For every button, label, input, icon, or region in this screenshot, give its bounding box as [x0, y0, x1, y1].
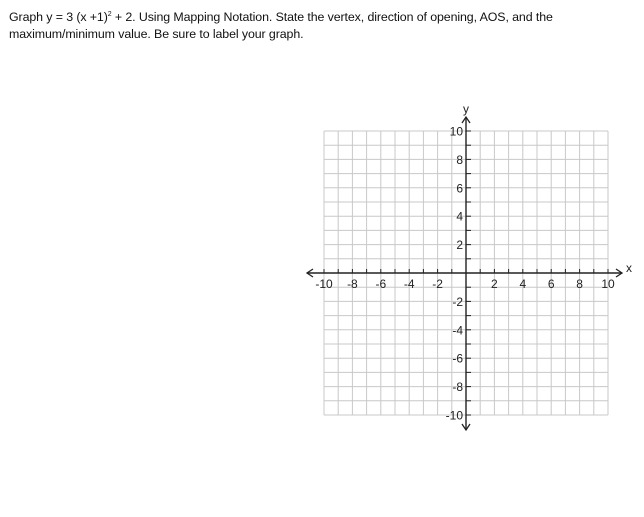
y-axis-label: y — [463, 102, 469, 116]
x-tick-label: 2 — [491, 277, 498, 291]
y-tick-label: 4 — [456, 209, 463, 224]
x-tick-label: -10 — [315, 277, 333, 291]
question-suffix: + 2. Using Mapping Notation. State the vertex, direction of opening, AOS, and the maximum/minimum value. Be sure to label your graph. — [9, 10, 553, 41]
y-tick-label: -2 — [452, 294, 463, 309]
x-tick-label: 6 — [547, 277, 555, 291]
x-tick-label: -2 — [432, 277, 443, 291]
y-tick-label: 10 — [449, 124, 463, 139]
y-tick-label: -10 — [445, 408, 463, 423]
y-tick-label: -4 — [452, 323, 463, 338]
tick-labels — [315, 102, 632, 423]
x-tick-label: -4 — [403, 277, 415, 291]
axes — [307, 117, 622, 430]
y-tick-label: 2 — [456, 238, 463, 253]
x-axis-label: x — [626, 261, 632, 275]
x-tick-label: -8 — [347, 277, 358, 291]
x-tick-label: 10 — [601, 277, 615, 291]
y-tick-label: -8 — [452, 380, 463, 395]
x-tick-label: -6 — [375, 277, 387, 291]
x-tick-label: 8 — [576, 277, 583, 291]
question-prefix: Graph y = 3 (x +1) — [9, 10, 108, 24]
y-tick-label: 8 — [456, 152, 463, 167]
y-tick-label: -6 — [452, 351, 463, 366]
x-tick-label: 4 — [519, 277, 527, 291]
y-tick-label: 6 — [456, 181, 463, 196]
question-exponent: 2 — [107, 11, 112, 18]
